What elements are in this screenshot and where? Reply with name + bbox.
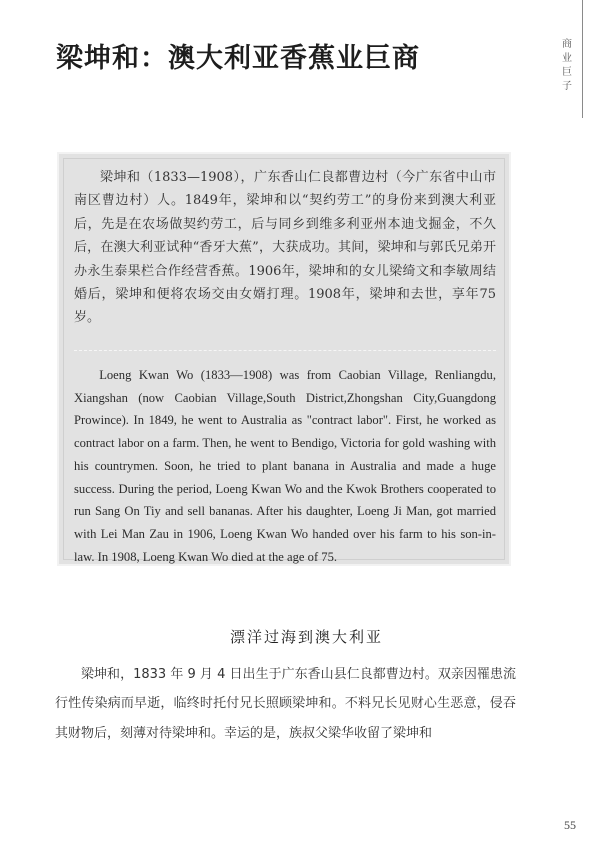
side-tab-divider (582, 0, 583, 118)
section-side-tab: 商业巨子 (562, 39, 572, 92)
sidebar-chinese-text: 梁坤和（1833—1908），广东香山仁良都曹边村（今广东省中山市南区曹边村）人。1849年，梁坤和以“契约劳工”的身份来到澳大利亚后，先是在农场做契约劳工，后与同乡到维多利亚州本迪戈掘金，不久后，在澳大利亚试种“香牙大蕉”，大获成功。其间，梁坤和与郭氏兄弟开办永生泰果栏合作经营香蕉。1906年，梁坤和的女儿梁绮文和李敏周结婚后，梁坤和便将农场交由女婿打理。1908年，梁坤和去世，享年75岁。 (74, 170, 496, 326)
section-heading: 漂洋过海到澳大利亚 (229, 628, 383, 646)
page-title: 梁坤和：澳大利亚香蕉业巨商 (56, 43, 420, 74)
sidebar-english-text: Loeng Kwan Wo (1833—1908) was from Caobian Village, Renliangdu, Xiangshan (now Caobian Village,South District,Zhongshan City,Guangdong Prowince). In 1849, he went to Australia as "contract labor". First, he worked as contract labor on a farm. Then, he went to Bendigo, Victoria for gold washing with his countrymen. Soon, he tried to plant banana in Australia and made a huge success. During the period, Loeng Kwan Wo and the Kwok Brothers cooperated to run Sang On Tiy and sell bananas. After his daughter, Loeng Ji Man, got married with Lei Man Zau in 1906, Loeng Kwan Wo handed over his farm to his son-in-law. In 1908, Loeng Kwan Wo died at the age of 75. (74, 368, 496, 564)
page-number: 55 (564, 818, 576, 832)
sidebar-divider (74, 350, 496, 351)
body-paragraph: 梁坤和，1833 年 9 月 4 日出生于广东香山县仁良都曹边村。双亲因罹患流行性传染病而早逝，临终时托付兄长照顾梁坤和。不料兄长见财心生恶意，侵吞其财物后，刻薄对待梁坤和。幸运的是，族叔父梁华收留了梁坤和 (55, 667, 516, 741)
